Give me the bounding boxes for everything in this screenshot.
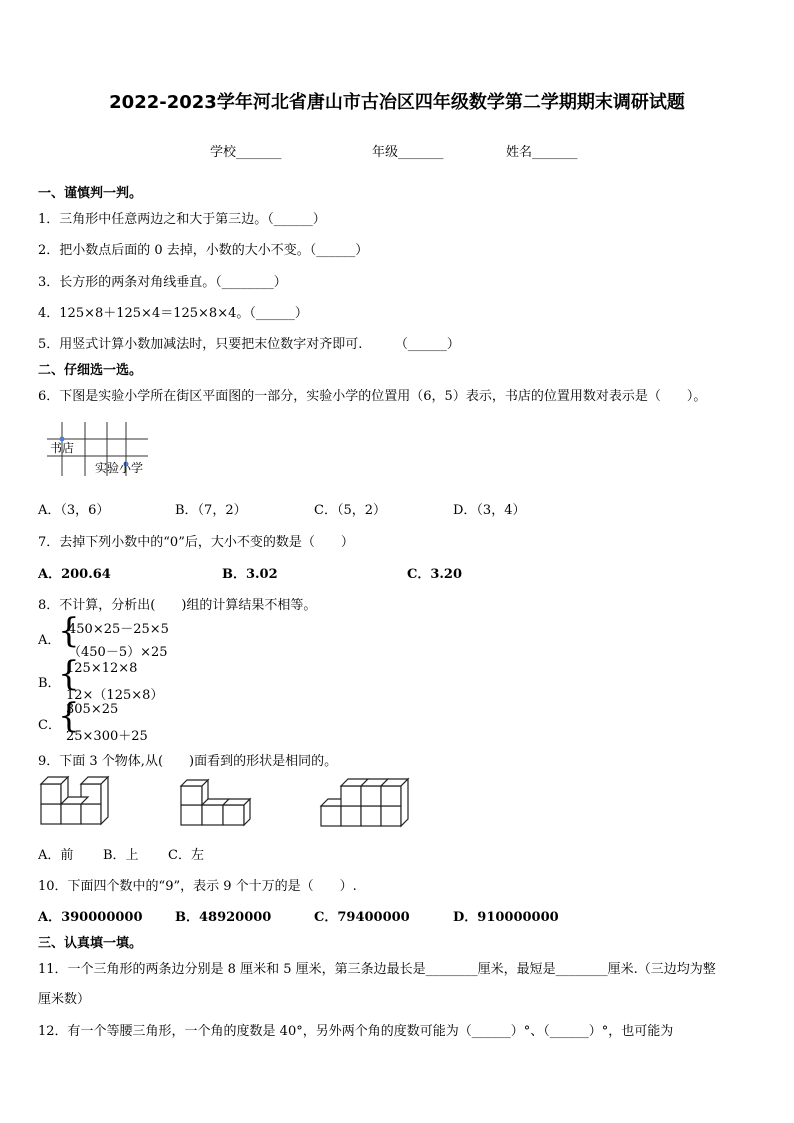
cube-figure-1 <box>40 776 120 828</box>
q8-option-b-brace: { <box>58 654 80 694</box>
question-12: 12．有一个等腰三角形，一个角的度数是 40°，另外两个角的度数可能为（______）°、（______）°，也可能为 <box>38 1024 674 1039</box>
q8-option-b-line2: 12×（125×8） <box>66 688 164 703</box>
question-9: 9．下面 3 个物体,从( )面看到的形状是相同的。 <box>38 754 338 769</box>
question-4: 4．125×8＋125×4＝125×8×4。（______） <box>38 306 308 321</box>
q8-option-a-line1: 450×25－25×5 <box>68 622 169 637</box>
q8-option-c-line1: 305×25 <box>66 702 119 717</box>
q7-option-c: C．3.20 <box>407 567 463 582</box>
q10-option-a: A．390000000 <box>38 910 143 925</box>
bookstore-label: 书店 <box>50 441 75 455</box>
q8-option-a-label: A． <box>38 633 61 648</box>
q6-option-a: A．（3，6） <box>38 503 110 518</box>
cube-figure-3 <box>320 776 420 830</box>
question-1: 1．三角形中任意两边之和大于第三边。（______） <box>38 212 326 227</box>
q9-option-b: B．上 <box>103 848 139 863</box>
q10-option-b: B．48920000 <box>175 910 272 925</box>
section-1-heading: 一、谨慎判一判。 <box>38 186 143 201</box>
question-2: 2．把小数点后面的 0 去掉，小数的大小不变。（______） <box>38 243 369 258</box>
question-3: 3．长方形的两条对角线垂直。（________） <box>38 275 287 290</box>
street-map-figure <box>40 418 170 482</box>
grade-field: 年级_______ <box>372 145 444 160</box>
q6-option-c: C．（5，2） <box>314 503 386 518</box>
q9-option-a: A．前 <box>38 848 74 863</box>
q7-option-a: A．200.64 <box>38 567 111 582</box>
q9-option-c: C．左 <box>168 848 204 863</box>
q8-option-c-label: C． <box>38 718 61 733</box>
q8-option-a-brace: { <box>58 611 80 651</box>
q8-option-b-label: B． <box>38 676 61 691</box>
section-3-heading: 三、认真填一填。 <box>38 936 143 951</box>
question-11-line1: 11．一个三角形的两条边分别是 8 厘米和 5 厘米，第三条边最长是________厘米，最短是________厘米.（三边均为整 <box>38 962 716 977</box>
page-title: 2022-2023学年河北省唐山市古冶区四年级数学第二学期期末调研试题 <box>109 92 685 113</box>
q7-option-b: B．3.02 <box>222 567 278 582</box>
q10-option-c: C．79400000 <box>314 910 410 925</box>
school-field: 学校_______ <box>210 145 282 160</box>
question-7: 7．去掉下列小数中的“0”后，大小不变的数是（ ） <box>38 535 354 550</box>
section-2-heading: 二、仔细选一选。 <box>38 363 143 378</box>
q6-option-d: D．（3，4） <box>453 503 526 518</box>
question-11-line2: 厘米数） <box>38 992 91 1007</box>
question-6: 6．下图是实验小学所在街区平面图的一部分，实验小学的位置用（6，5）表示，书店的位置用数对表示是（ ）。 <box>38 389 707 404</box>
question-8: 8．不计算，分析出( )组的计算结果不相等。 <box>38 598 317 613</box>
q8-option-b-line1: 125×12×8 <box>66 661 138 676</box>
name-field: 姓名_______ <box>506 145 578 160</box>
q6-option-b: B．（7，2） <box>175 503 247 518</box>
cube-figure-2 <box>180 779 260 829</box>
question-5: 5．用竖式计算小数加减法时，只要把末位数字对齐即可. （______） <box>38 337 460 352</box>
q8-option-c-line2: 25×300＋25 <box>66 729 148 744</box>
q10-option-d: D．910000000 <box>453 910 559 925</box>
q8-option-a-line2: （450－5）×25 <box>68 645 168 660</box>
school-label: 实验小学 <box>95 461 144 475</box>
q8-option-c-brace: { <box>58 696 80 736</box>
question-10: 10．下面四个数中的“9”，表示 9 个十万的是（ ）. <box>38 879 357 894</box>
